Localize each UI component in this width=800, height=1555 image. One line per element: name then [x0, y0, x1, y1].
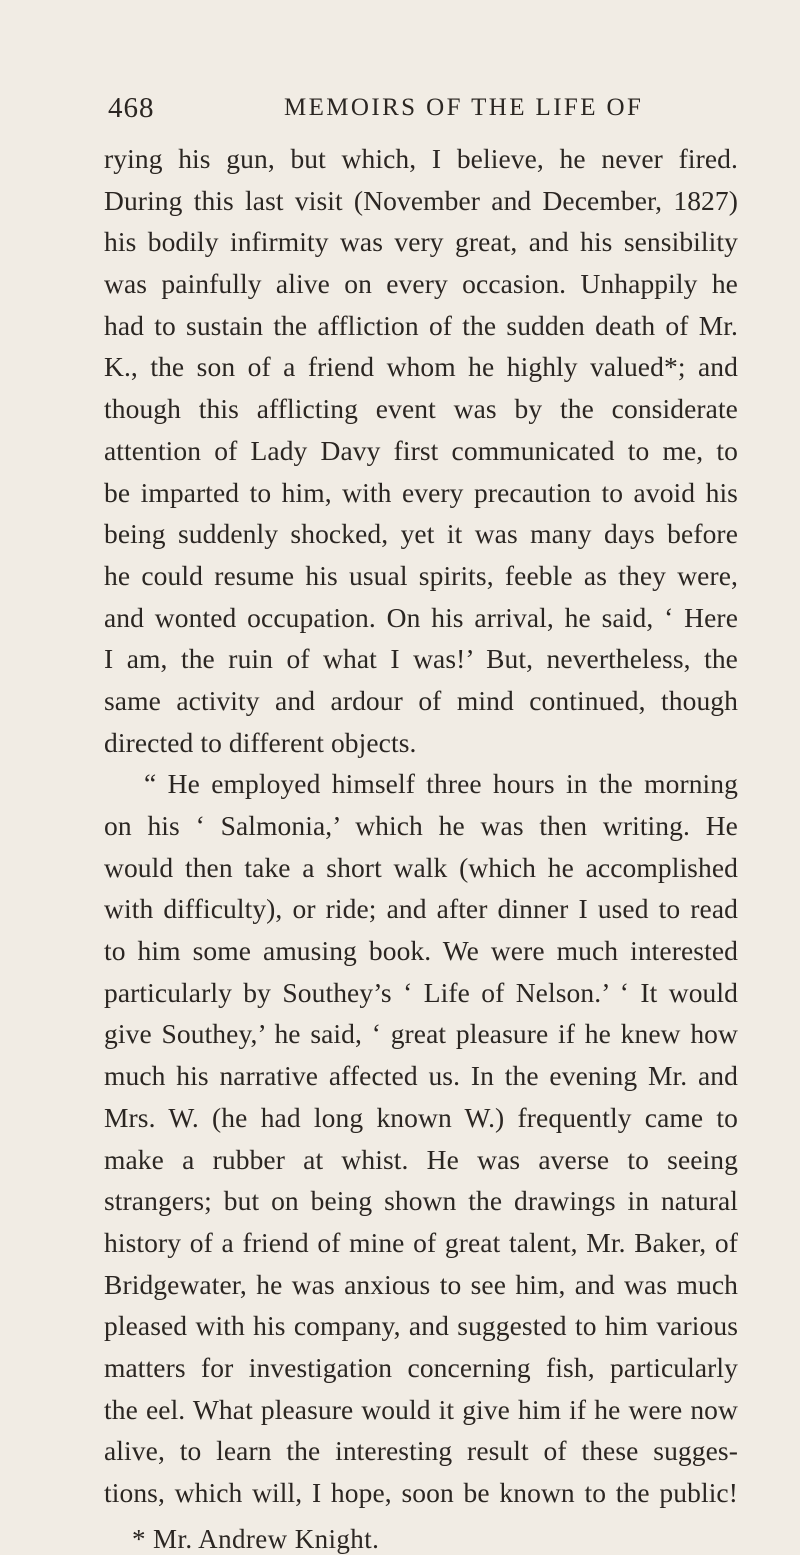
text-line: strangers; but on being shown the drawings in natural: [104, 1185, 738, 1217]
running-title: MEMOIRS OF THE LIFE OF: [284, 94, 644, 121]
text-line: on his ‘ Salmonia,’ which he was then writing. He: [104, 810, 738, 841]
text-line: I am, the ruin of what I was!’ But, nevertheless, the: [104, 643, 738, 675]
text-line: During this last visit (November and December, 1827): [104, 184, 738, 216]
text-line: matters for investigation concerning fish, particularly: [104, 1351, 738, 1383]
text-line: be imparted to him, with every precaution to avoid his: [104, 476, 738, 508]
text-line: history of a friend of mine of great talent, Mr. Baker, of: [104, 1226, 738, 1258]
text-line: “ He employed himself three hours in the morning: [144, 768, 738, 800]
page-number: 468: [108, 92, 155, 124]
text-line: had to sustain the affliction of the sudden death of Mr.: [104, 309, 738, 341]
text-line: make a rubber at whist. He was averse to seeing: [104, 1143, 738, 1175]
text-line: much his narrative affected us. In the evening Mr. and: [104, 1060, 738, 1092]
text-line: he could resume his usual spirits, feeble as they were,: [104, 559, 738, 591]
text-line: rying his gun, but which, I believe, he never fired.: [104, 143, 738, 174]
text-line: his bodily infirmity was very great, and his sensibility: [104, 226, 738, 258]
body-text: [104, 138, 738, 1514]
text-line: same activity and ardour of mind continued, though: [104, 684, 738, 716]
text-line: Bridgewater, he was anxious to see him, and was much: [104, 1268, 738, 1300]
paragraph: [104, 763, 738, 1513]
running-head: [104, 88, 738, 130]
text-line: and wonted occupation. On his arrival, he said, ‘ Here: [104, 601, 738, 633]
text-line: Mrs. W. (he had long known W.) frequently came to: [104, 1101, 738, 1133]
text-line: was painfully alive on every occasion. Unhappily he: [104, 268, 738, 300]
text-line: directed to different objects.: [104, 726, 417, 758]
text-line: particularly by Southey’s ‘ Life of Nelson.’ ‘ It would: [104, 976, 738, 1008]
text-line: the eel. What pleasure would it give him if he were now: [104, 1393, 738, 1425]
text-line: though this afflicting event was by the considerate: [104, 393, 738, 425]
text-line: tions, which will, I hope, soon be known to the public!: [104, 1477, 738, 1508]
text-line: being suddenly shocked, yet it was many days before: [104, 518, 738, 550]
text-line: give Southey,’ he said, ‘ great pleasure if he knew how: [104, 1018, 738, 1050]
text-line: with difficulty), or ride; and after dinner I used to read: [104, 893, 738, 925]
text-line: would then take a short walk (which he accomplished: [104, 851, 738, 883]
text-line: to him some amusing book. We were much interested: [104, 935, 738, 967]
text-line: pleased with his company, and suggested to him various: [104, 1310, 738, 1342]
paragraph: [104, 138, 738, 763]
text-line: K., the son of a friend whom he highly valued*; and: [104, 351, 738, 383]
text-line: alive, to learn the interesting result of these sugges-: [104, 1435, 738, 1467]
footnote: * Mr. Andrew Knight.: [132, 1523, 380, 1554]
text-line: attention of Lady Davy first communicated to me, to: [104, 434, 738, 466]
